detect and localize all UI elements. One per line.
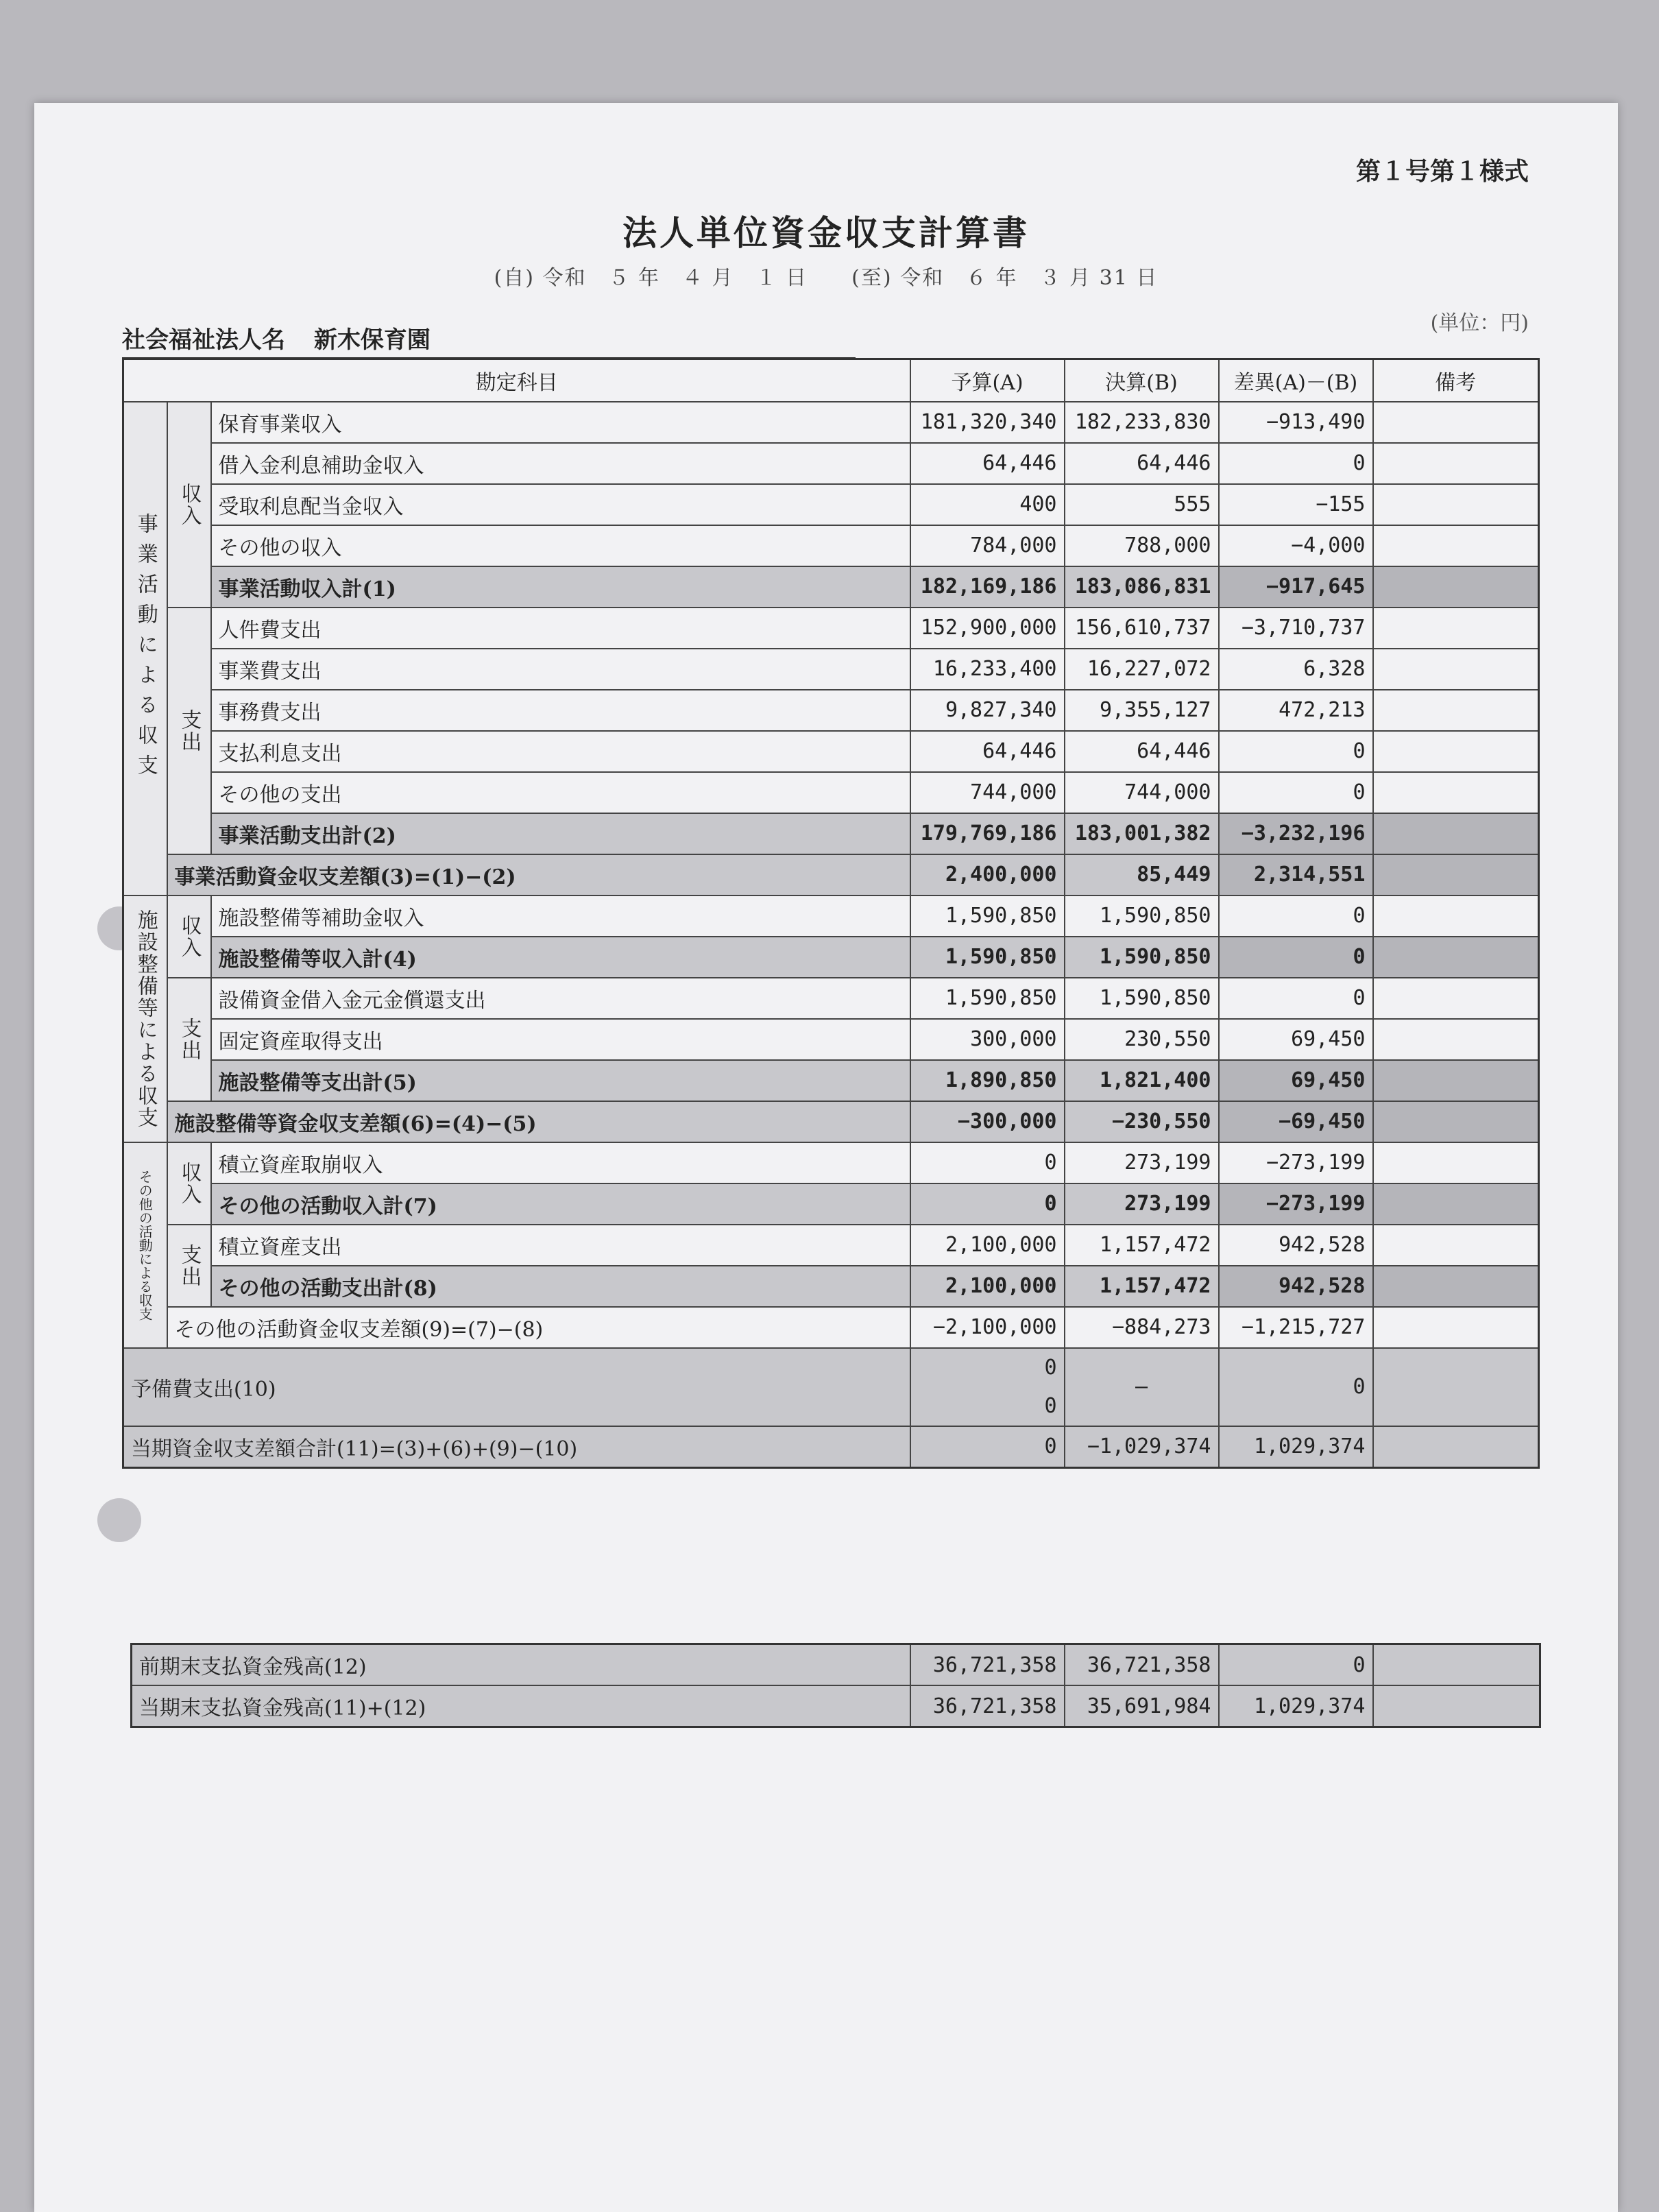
diff-value: 6,328 xyxy=(1219,649,1373,690)
balance-row xyxy=(123,1307,1539,1348)
note-cell xyxy=(1373,525,1539,566)
group-income: 収入 xyxy=(167,1142,211,1225)
diff-value: −4,000 xyxy=(1219,525,1373,566)
budget-top-value: 0 xyxy=(1044,1355,1057,1380)
budget-value: 1,590,850 xyxy=(910,895,1065,937)
row-label: 設備資金借入金元金償還支出 xyxy=(211,978,910,1019)
row-label: 前期末支払資金残高(12) xyxy=(132,1644,910,1686)
table-row xyxy=(123,978,1539,1019)
actual-value: 156,610,737 xyxy=(1065,608,1219,649)
document-sheet xyxy=(34,103,1618,2212)
table-row xyxy=(132,1644,1540,1686)
col-item: 勘定科目 xyxy=(123,359,910,402)
budget-value: 179,769,186 xyxy=(910,813,1065,854)
actual-value: 1,157,472 xyxy=(1065,1225,1219,1266)
budget-value: 0 xyxy=(910,1142,1065,1183)
actual-value: 744,000 xyxy=(1065,772,1219,813)
diff-value: −155 xyxy=(1219,484,1373,525)
balance-row xyxy=(123,854,1539,895)
row-label: その他の収入 xyxy=(211,525,910,566)
actual-value: 230,550 xyxy=(1065,1019,1219,1060)
budget-value: −2,100,000 xyxy=(910,1307,1065,1348)
note-cell xyxy=(1373,731,1539,772)
actual-value: 36,721,358 xyxy=(1065,1644,1219,1686)
reserve-row xyxy=(123,1348,1539,1426)
table-row xyxy=(123,402,1539,443)
actual-value: 1,590,850 xyxy=(1065,978,1219,1019)
group-expense: 支出 xyxy=(167,1225,211,1307)
note-cell xyxy=(1373,1019,1539,1060)
row-label: 事業活動資金収支差額(3)=(1)−(2) xyxy=(167,854,910,895)
note-cell xyxy=(1373,978,1539,1019)
note-cell xyxy=(1373,1685,1540,1727)
col-note: 備考 xyxy=(1373,359,1539,402)
table-row xyxy=(123,525,1539,566)
actual-value: 555 xyxy=(1065,484,1219,525)
col-actual: 決算(B) xyxy=(1065,359,1219,402)
row-label: 事業活動収入計(1) xyxy=(211,566,910,608)
note-cell xyxy=(1373,813,1539,854)
col-budget: 予算(A) xyxy=(910,359,1065,402)
document-title: 法人単位資金収支計算書 xyxy=(622,213,1030,253)
budget-value: 744,000 xyxy=(910,772,1065,813)
budget-value: 152,900,000 xyxy=(910,608,1065,649)
actual-value: −1,029,374 xyxy=(1065,1426,1219,1468)
row-label: その他の活動支出計(8) xyxy=(211,1266,910,1307)
table-row xyxy=(123,649,1539,690)
fiscal-period: (自) 令和 ５ 年 ４ 月 １ 日 (至) 令和 ６ 年 ３ 月 31 日 xyxy=(494,266,1159,290)
subtotal-row xyxy=(123,937,1539,978)
actual-value: 788,000 xyxy=(1065,525,1219,566)
group-facility: 施設整備等による収支 xyxy=(123,895,167,1142)
note-cell xyxy=(1373,1101,1539,1142)
note-cell xyxy=(1373,1183,1539,1225)
diff-value: 472,213 xyxy=(1219,690,1373,731)
row-label: その他の活動収入計(7) xyxy=(211,1183,910,1225)
group-operating: 事業活動による収支 xyxy=(123,402,167,895)
actual-value: 273,199 xyxy=(1065,1183,1219,1225)
row-label: 当期資金収支差額合計(11)=(3)+(6)+(9)−(10) xyxy=(123,1426,910,1468)
budget-value: 181,320,340 xyxy=(910,402,1065,443)
row-label: 固定資産取得支出 xyxy=(211,1019,910,1060)
subtotal-row xyxy=(123,813,1539,854)
row-label: その他の支出 xyxy=(211,772,910,813)
corporation-name xyxy=(122,321,856,359)
budget-value: −300,000 xyxy=(910,1101,1065,1142)
diff-value: 0 xyxy=(1219,772,1373,813)
note-cell xyxy=(1373,566,1539,608)
row-label: 事業費支出 xyxy=(211,649,910,690)
budget-value: 2,400,000 xyxy=(910,854,1065,895)
budget-value: 182,169,186 xyxy=(910,566,1065,608)
note-cell xyxy=(1373,937,1539,978)
actual-value: −230,550 xyxy=(1065,1101,1219,1142)
row-label: 当期末支払資金残高(11)+(12) xyxy=(132,1685,910,1727)
budget-value: 64,446 xyxy=(910,443,1065,484)
budget-bottom-value: 0 xyxy=(1044,1393,1057,1418)
budget-value: 64,446 xyxy=(910,731,1065,772)
balance-row xyxy=(123,1101,1539,1142)
row-label: 施設整備等補助金収入 xyxy=(211,895,910,937)
punch-hole xyxy=(97,1498,141,1542)
budget-value: 0 xyxy=(910,1183,1065,1225)
group-income: 収入 xyxy=(167,895,211,978)
diff-value: 0 xyxy=(1219,1644,1373,1686)
row-label: 受取利息配当金収入 xyxy=(211,484,910,525)
diff-value: 69,450 xyxy=(1219,1019,1373,1060)
actual-value: 16,227,072 xyxy=(1065,649,1219,690)
table-row xyxy=(123,443,1539,484)
row-label: 支払利息支出 xyxy=(211,731,910,772)
actual-value: 1,590,850 xyxy=(1065,895,1219,937)
note-cell xyxy=(1373,1426,1539,1468)
diff-value: 1,029,374 xyxy=(1219,1685,1373,1727)
note-cell xyxy=(1373,690,1539,731)
note-cell xyxy=(1373,1225,1539,1266)
row-label: 積立資産支出 xyxy=(211,1225,910,1266)
actual-value: — xyxy=(1065,1348,1219,1426)
diff-value: −3,232,196 xyxy=(1219,813,1373,854)
note-cell xyxy=(1373,649,1539,690)
corp-value: 新木保育園 xyxy=(313,326,431,354)
table-row xyxy=(123,895,1539,937)
note-cell xyxy=(1373,1142,1539,1183)
actual-value: 183,001,382 xyxy=(1065,813,1219,854)
total-row xyxy=(123,1426,1539,1468)
diff-value: 942,528 xyxy=(1219,1266,1373,1307)
budget-value: 36,721,358 xyxy=(910,1644,1065,1686)
subtotal-row xyxy=(123,1060,1539,1101)
diff-value: −3,710,737 xyxy=(1219,608,1373,649)
budget-value: 300,000 xyxy=(910,1019,1065,1060)
table-row xyxy=(123,1142,1539,1183)
corp-label: 社会福祉法人名 xyxy=(122,326,285,354)
actual-value: 35,691,984 xyxy=(1065,1685,1219,1727)
row-label: 積立資産取崩収入 xyxy=(211,1142,910,1183)
budget-value: 9,827,340 xyxy=(910,690,1065,731)
budget-value: 1,590,850 xyxy=(910,937,1065,978)
table-row xyxy=(123,484,1539,525)
row-label: 事業活動支出計(2) xyxy=(211,813,910,854)
diff-value: 0 xyxy=(1219,1348,1373,1426)
actual-value: 64,446 xyxy=(1065,731,1219,772)
table-row xyxy=(123,731,1539,772)
subtotal-row xyxy=(123,1266,1539,1307)
note-cell xyxy=(1373,854,1539,895)
cash-flow-table xyxy=(122,358,1540,1469)
budget-value: 1,890,850 xyxy=(910,1060,1065,1101)
diff-value: 0 xyxy=(1219,895,1373,937)
diff-value: −273,199 xyxy=(1219,1142,1373,1183)
fund-balance-table xyxy=(130,1643,1541,1728)
form-number: 第１号第１様式 xyxy=(1355,158,1529,186)
diff-value: 1,029,374 xyxy=(1219,1426,1373,1468)
budget-value: 36,721,358 xyxy=(910,1685,1065,1727)
group-expense: 支出 xyxy=(167,608,211,854)
diff-value: 0 xyxy=(1219,978,1373,1019)
row-label: 借入金利息補助金収入 xyxy=(211,443,910,484)
actual-value: −884,273 xyxy=(1065,1307,1219,1348)
group-expense: 支出 xyxy=(167,978,211,1101)
actual-value: 64,446 xyxy=(1065,443,1219,484)
budget-value: 400 xyxy=(910,484,1065,525)
diff-value: −1,215,727 xyxy=(1219,1307,1373,1348)
table-row xyxy=(132,1685,1540,1727)
unit-label: (単位：円) xyxy=(1430,311,1529,335)
row-label: 事務費支出 xyxy=(211,690,910,731)
diff-value: −69,450 xyxy=(1219,1101,1373,1142)
note-cell xyxy=(1373,1060,1539,1101)
note-cell xyxy=(1373,1348,1539,1426)
note-cell xyxy=(1373,402,1539,443)
budget-value: 0 xyxy=(910,1426,1065,1468)
table-row xyxy=(123,1019,1539,1060)
actual-value: 183,086,831 xyxy=(1065,566,1219,608)
note-cell xyxy=(1373,772,1539,813)
group-income: 収入 xyxy=(167,402,211,608)
budget-value: 784,000 xyxy=(910,525,1065,566)
diff-value: 0 xyxy=(1219,731,1373,772)
col-diff: 差異(A)－(B) xyxy=(1219,359,1373,402)
subtotal-row xyxy=(123,566,1539,608)
note-cell xyxy=(1373,443,1539,484)
budget-value: 2,100,000 xyxy=(910,1266,1065,1307)
diff-value: 0 xyxy=(1219,937,1373,978)
subtotal-row xyxy=(123,1183,1539,1225)
row-label: 施設整備等資金収支差額(6)=(4)−(5) xyxy=(167,1101,910,1142)
diff-value: 942,528 xyxy=(1219,1225,1373,1266)
table-row xyxy=(123,608,1539,649)
diff-value: −273,199 xyxy=(1219,1183,1373,1225)
note-cell xyxy=(1373,484,1539,525)
diff-value: 2,314,551 xyxy=(1219,854,1373,895)
diff-value: 0 xyxy=(1219,443,1373,484)
note-cell xyxy=(1373,1644,1540,1686)
row-label: 保育事業収入 xyxy=(211,402,910,443)
note-cell xyxy=(1373,608,1539,649)
diff-value: −917,645 xyxy=(1219,566,1373,608)
row-label: その他の活動資金収支差額(9)=(7)−(8) xyxy=(167,1307,910,1348)
row-label: 施設整備等収入計(4) xyxy=(211,937,910,978)
diff-value: −913,490 xyxy=(1219,402,1373,443)
actual-value: 9,355,127 xyxy=(1065,690,1219,731)
group-other: その他の活動による収支 xyxy=(123,1142,167,1348)
budget-value: 2,100,000 xyxy=(910,1225,1065,1266)
budget-value xyxy=(910,1348,1065,1426)
row-label: 人件費支出 xyxy=(211,608,910,649)
actual-value: 85,449 xyxy=(1065,854,1219,895)
budget-value: 16,233,400 xyxy=(910,649,1065,690)
note-cell xyxy=(1373,1266,1539,1307)
budget-value: 1,590,850 xyxy=(910,978,1065,1019)
actual-value: 1,821,400 xyxy=(1065,1060,1219,1101)
actual-value: 1,157,472 xyxy=(1065,1266,1219,1307)
actual-value: 1,590,850 xyxy=(1065,937,1219,978)
note-cell xyxy=(1373,895,1539,937)
row-label: 施設整備等支出計(5) xyxy=(211,1060,910,1101)
actual-value: 273,199 xyxy=(1065,1142,1219,1183)
table-row xyxy=(123,1225,1539,1266)
row-label: 予備費支出(10) xyxy=(123,1348,910,1426)
table-row xyxy=(123,690,1539,731)
note-cell xyxy=(1373,1307,1539,1348)
actual-value: 182,233,830 xyxy=(1065,402,1219,443)
table-row xyxy=(123,772,1539,813)
diff-value: 69,450 xyxy=(1219,1060,1373,1101)
